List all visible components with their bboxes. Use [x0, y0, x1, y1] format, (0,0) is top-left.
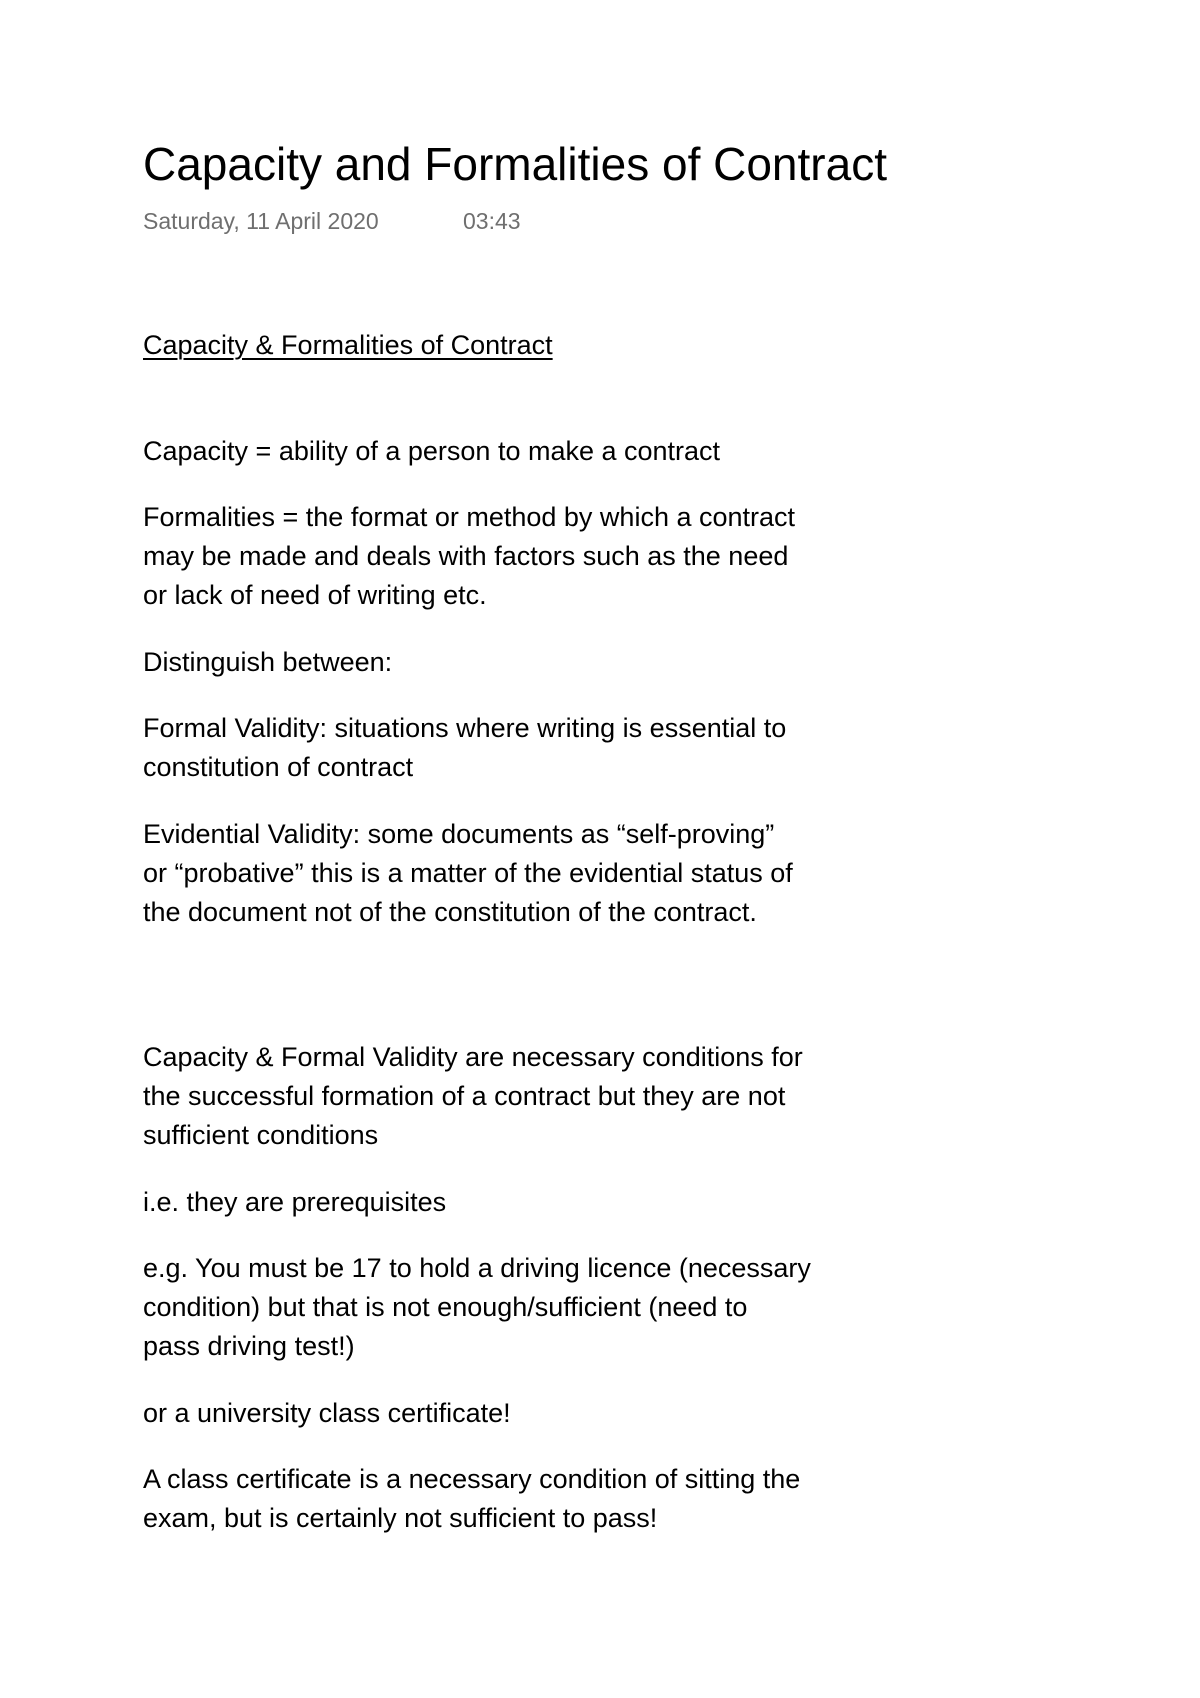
evidential-validity-line: Evidential Validity: some documents as “self-proving” [143, 819, 775, 849]
formalities-line: may be made and deals with factors such as the need [143, 541, 789, 571]
distinguish-text: Distinguish between: [143, 647, 393, 677]
driving-example-paragraph [143, 1249, 943, 1366]
formalities-line: Formalities = the format or method by which a contract [143, 502, 796, 532]
necessary-conditions-paragraph [143, 1038, 943, 1155]
evidential-validity-paragraph [143, 815, 943, 932]
class-certificate-paragraph [143, 1394, 943, 1433]
section-heading-block [143, 326, 943, 365]
section-heading: Capacity & Formalities of Contract [143, 330, 553, 360]
class-certificate-note-paragraph [143, 1460, 943, 1538]
formalities-definition [143, 498, 943, 615]
class-certificate-note-line: exam, but is certainly not sufficient to pass! [143, 1503, 658, 1533]
necessary-conditions-line: sufficient conditions [143, 1120, 379, 1150]
formal-validity-line: constitution of contract [143, 752, 414, 782]
formal-validity-line: Formal Validity: situations where writing is essential to [143, 713, 787, 743]
evidential-validity-line: the document not of the constitution of the contract. [143, 897, 757, 927]
prerequisites-text: i.e. they are prerequisites [143, 1187, 447, 1217]
class-certificate-text: or a university class certificate! [143, 1398, 511, 1428]
distinguish-paragraph [143, 643, 943, 682]
evidential-validity-line: or “probative” this is a matter of the evidential status of [143, 858, 793, 888]
capacity-definition-text: Capacity = ability of a person to make a contract [143, 436, 721, 466]
prerequisites-paragraph [143, 1183, 943, 1222]
formalities-line: or lack of need of writing etc. [143, 580, 487, 610]
page-title: Capacity and Formalities of Contract [143, 138, 887, 190]
page-time: 03:43 [463, 208, 521, 234]
class-certificate-note-line: A class certificate is a necessary condition of sitting the [143, 1464, 801, 1494]
necessary-conditions-line: the successful formation of a contract but they are not [143, 1081, 786, 1111]
formal-validity-paragraph [143, 709, 943, 787]
driving-example-line: e.g. You must be 17 to hold a driving licence (necessary [143, 1253, 811, 1283]
driving-example-line: condition) but that is not enough/sufficient (need to [143, 1292, 748, 1322]
page-date: Saturday, 11 April 2020 [143, 208, 379, 234]
necessary-conditions-line: Capacity & Formal Validity are necessary conditions for [143, 1042, 803, 1072]
driving-example-line: pass driving test!) [143, 1331, 355, 1361]
capacity-definition [143, 432, 943, 471]
